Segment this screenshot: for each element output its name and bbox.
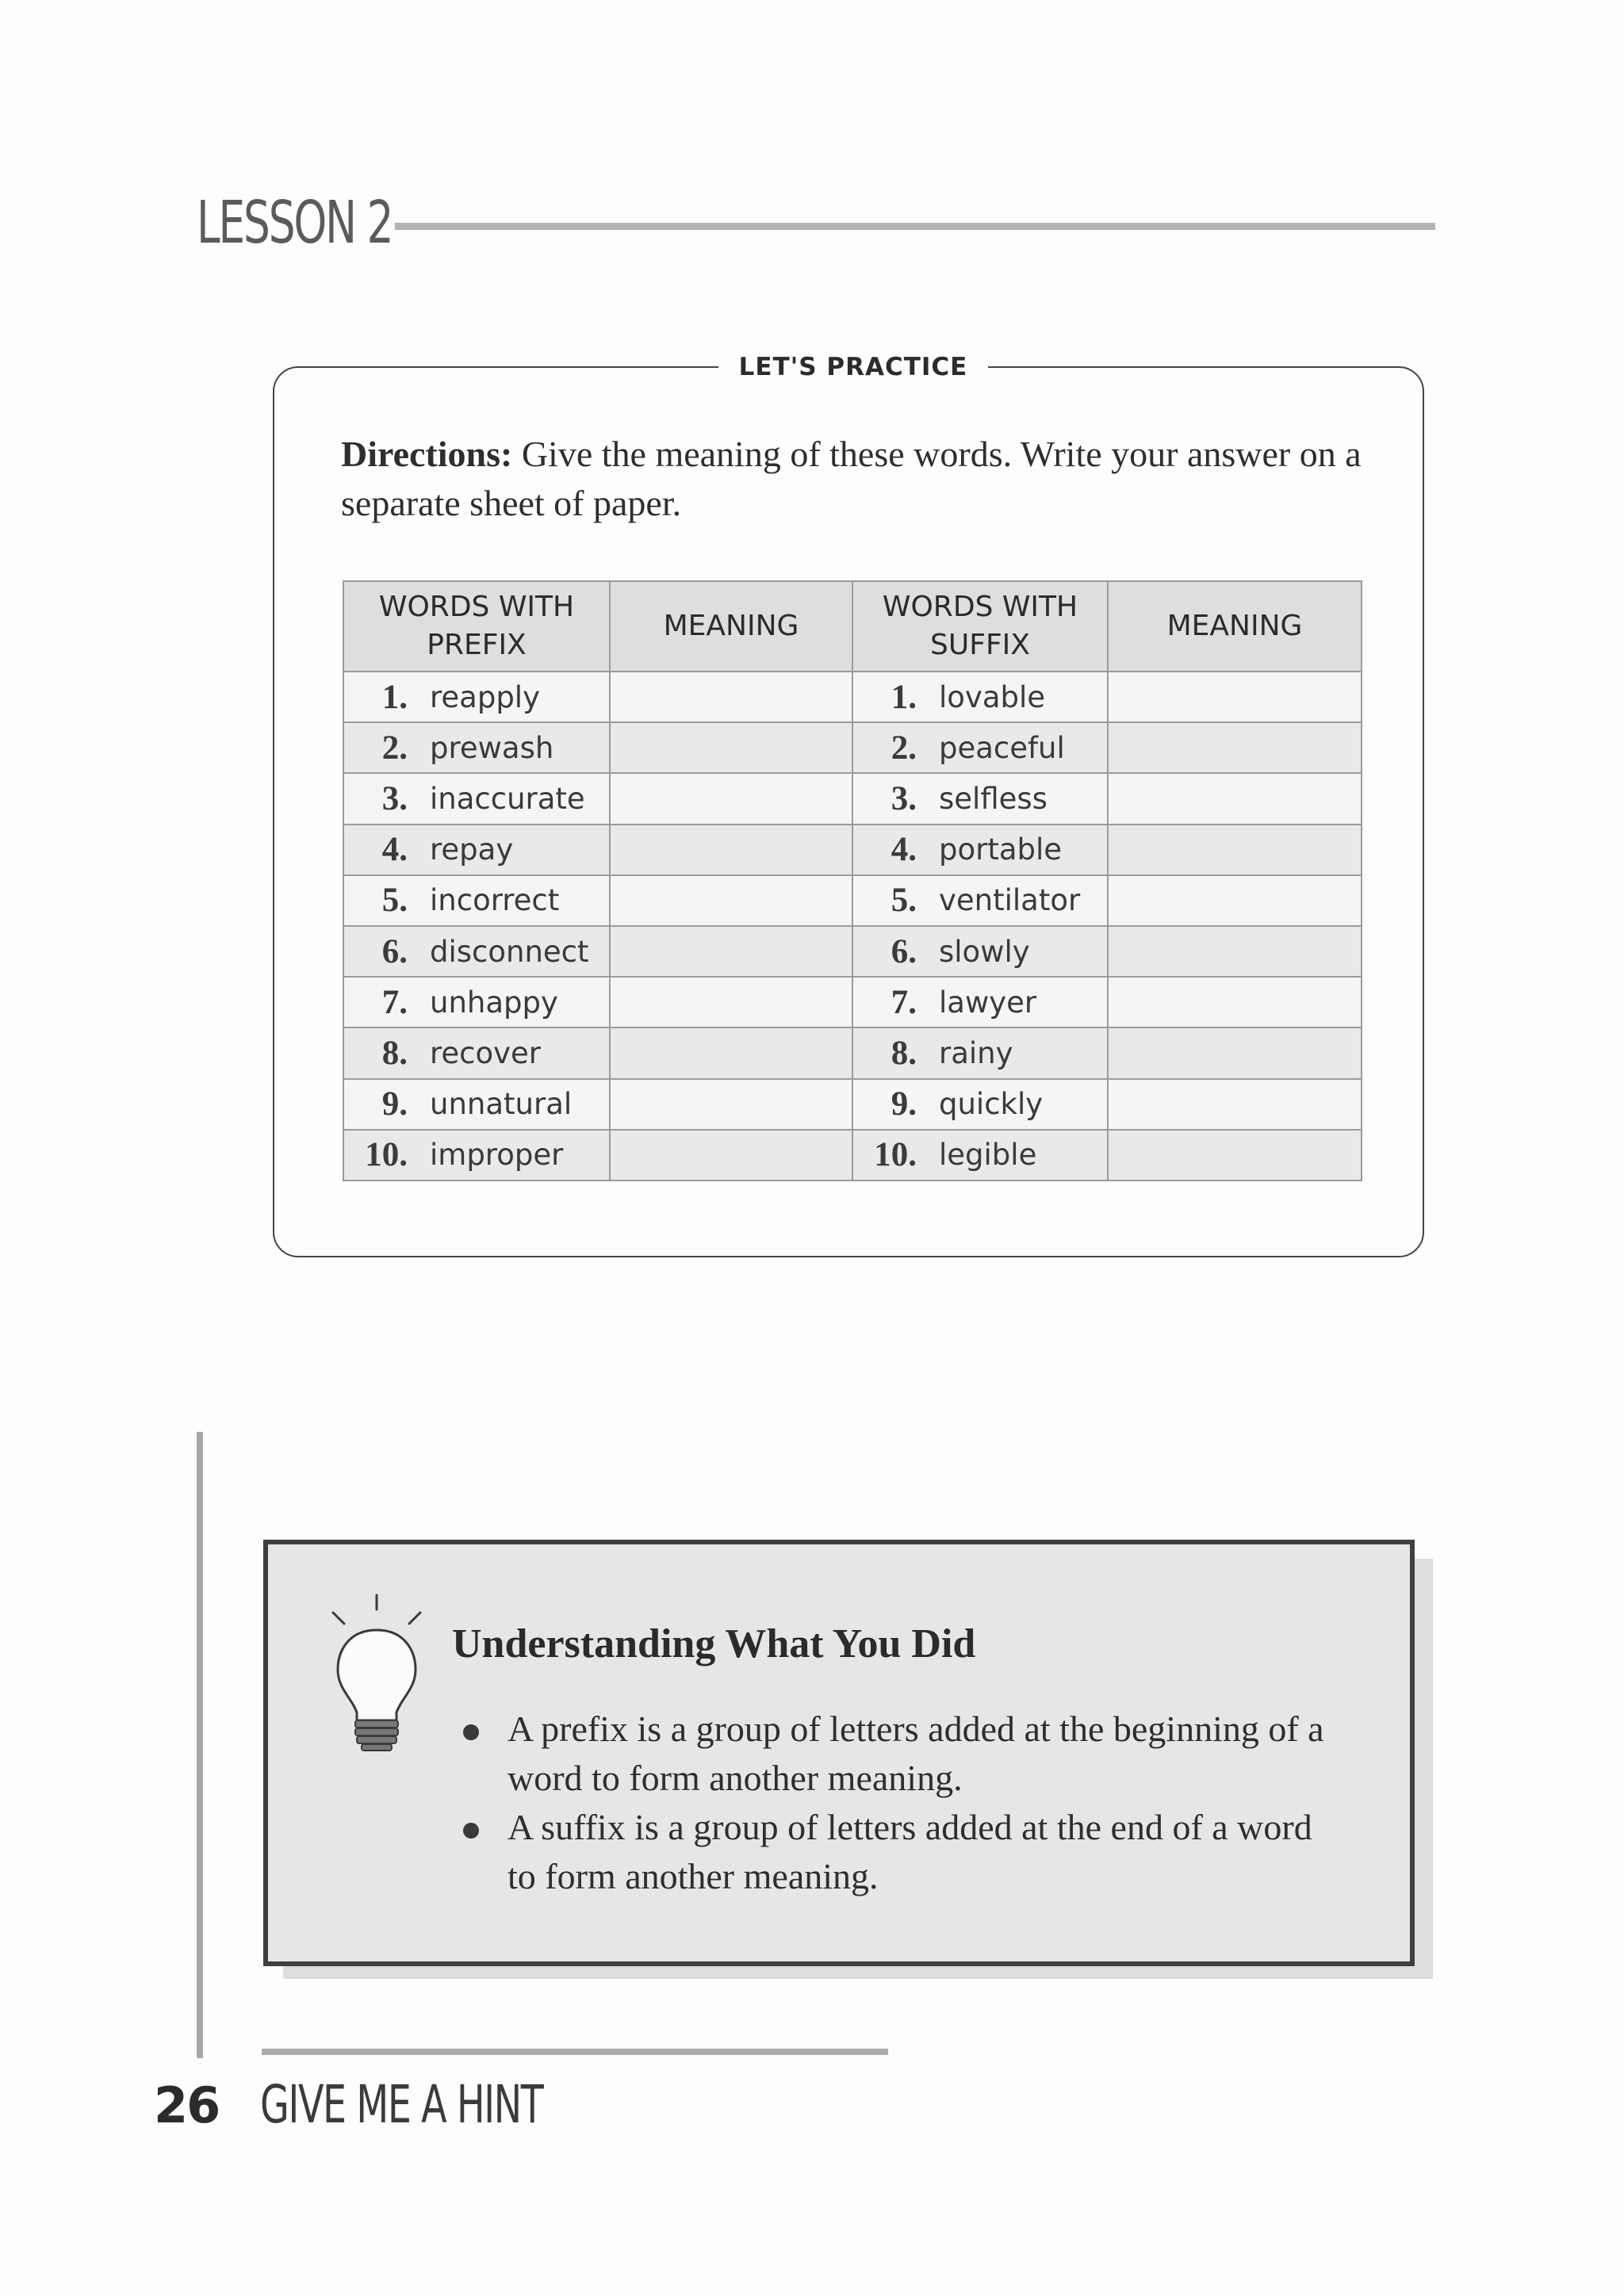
header-prefix-words: WORDS WITH PREFIX (343, 581, 610, 672)
suffix-word-cell (852, 1027, 1108, 1078)
hint-bullet (455, 1803, 1343, 1901)
lightbulb-icon (325, 1592, 428, 1758)
item-number: 10. (365, 1136, 408, 1174)
prefix-word-cell (343, 672, 610, 722)
table-row (343, 825, 1362, 875)
prefix-meaning-cell (610, 672, 852, 722)
hint-bullet-text: A suffix is a group of letters added at the end of a word to form another meaning. (508, 1807, 1312, 1896)
prefix-word: inaccurate (430, 781, 585, 816)
item-number: 5. (891, 882, 917, 920)
item-number: 7. (381, 983, 408, 1021)
prefix-word-cell (343, 875, 610, 926)
suffix-word-cell (852, 977, 1108, 1027)
prefix-word-cell (343, 1027, 610, 1078)
prefix-word-cell (343, 773, 610, 824)
suffix-word-cell (852, 672, 1108, 722)
item-number: 6. (381, 932, 408, 970)
item-number: 3. (891, 779, 917, 817)
suffix-word-cell (852, 1079, 1108, 1130)
suffix-meaning-cell (1108, 1027, 1362, 1078)
footer-rule (262, 2049, 888, 2055)
suffix-meaning-cell (1108, 977, 1362, 1027)
suffix-word: slowly (939, 934, 1030, 969)
table-row (343, 1130, 1362, 1181)
item-number: 9. (891, 1085, 917, 1123)
item-number: 2. (891, 729, 917, 767)
directions (341, 430, 1396, 528)
prefix-word: disconnect (430, 934, 589, 969)
hint-bullet-text: A prefix is a group of letters added at the beginning of a word to form another meaning. (508, 1709, 1324, 1798)
suffix-meaning-cell (1108, 672, 1362, 722)
suffix-word: rainy (939, 1035, 1013, 1070)
suffix-word: ventilator (939, 883, 1081, 918)
prefix-word: reapply (430, 679, 540, 714)
item-number: 3. (381, 779, 408, 817)
prefix-word-cell (343, 722, 610, 773)
prefix-word: improper (430, 1138, 564, 1173)
lesson-title: LESSON 2 (197, 189, 393, 257)
side-accent-bar (197, 1432, 203, 2058)
header-prefix-meaning: MEANING (610, 581, 852, 672)
table-row (343, 722, 1362, 773)
table-row (343, 1027, 1362, 1078)
item-number: 10. (874, 1136, 917, 1174)
prefix-meaning-cell (610, 825, 852, 875)
prefix-word: recover (430, 1035, 542, 1070)
prefix-word: repay (430, 832, 514, 867)
suffix-word-cell (852, 773, 1108, 824)
prefix-word-cell (343, 825, 610, 875)
item-number: 1. (381, 678, 408, 716)
prefix-meaning-cell (610, 926, 852, 977)
prefix-meaning-cell (610, 722, 852, 773)
header-suffix-words: WORDS WITH SUFFIX (852, 581, 1108, 672)
suffix-word-cell (852, 722, 1108, 773)
suffix-word: quickly (939, 1087, 1044, 1122)
item-number: 2. (381, 729, 408, 767)
lesson-title-rule (395, 223, 1435, 230)
prefix-meaning-cell (610, 773, 852, 824)
item-number: 6. (891, 932, 917, 970)
table-row (343, 926, 1362, 977)
prefix-word-cell (343, 977, 610, 1027)
item-number: 4. (891, 831, 917, 869)
item-number: 8. (381, 1034, 408, 1072)
suffix-word-cell (852, 1130, 1108, 1181)
prefix-meaning-cell (610, 977, 852, 1027)
hint-title: Understanding What You Did (452, 1621, 976, 1667)
suffix-word-cell (852, 875, 1108, 926)
prefix-word: unhappy (430, 985, 558, 1020)
item-number: 4. (381, 831, 408, 869)
prefix-meaning-cell (610, 875, 852, 926)
prefix-word: incorrect (430, 883, 560, 918)
directions-label: Directions: (341, 434, 513, 474)
item-number: 1. (891, 678, 917, 716)
item-number: 7. (891, 983, 917, 1021)
suffix-word-cell (852, 926, 1108, 977)
table-row (343, 1079, 1362, 1130)
bullet-icon (463, 1823, 479, 1839)
suffix-meaning-cell (1108, 875, 1362, 926)
suffix-meaning-cell (1108, 1079, 1362, 1130)
suffix-meaning-cell (1108, 722, 1362, 773)
suffix-meaning-cell (1108, 926, 1362, 977)
suffix-word: peaceful (939, 730, 1065, 765)
table-row (343, 875, 1362, 926)
practice-label: LET'S PRACTICE (718, 349, 988, 385)
prefix-word-cell (343, 1130, 610, 1181)
suffix-meaning-cell (1108, 773, 1362, 824)
prefix-word: unnatural (430, 1087, 573, 1122)
prefix-word: prewash (430, 730, 554, 765)
suffix-word-cell (852, 825, 1108, 875)
prefix-meaning-cell (610, 1027, 852, 1078)
table-body (343, 672, 1362, 1181)
item-number: 9. (381, 1085, 408, 1123)
item-number: 5. (381, 882, 408, 920)
prefix-word-cell (343, 1079, 610, 1130)
suffix-meaning-cell (1108, 1130, 1362, 1181)
prefix-word-cell (343, 926, 610, 977)
item-number: 8. (891, 1034, 917, 1072)
hint-bullet (455, 1705, 1343, 1803)
hint-list (455, 1705, 1343, 1901)
bullet-icon (463, 1724, 479, 1740)
prefix-meaning-cell (610, 1079, 852, 1130)
table-row (343, 672, 1362, 722)
table-row (343, 977, 1362, 1027)
page-number: 26 (154, 2076, 220, 2134)
suffix-word: selfless (939, 781, 1048, 816)
prefix-meaning-cell (610, 1130, 852, 1181)
suffix-word: lawyer (939, 985, 1037, 1020)
suffix-meaning-cell (1108, 825, 1362, 875)
suffix-word: lovable (939, 679, 1046, 714)
table-row (343, 773, 1362, 824)
table-header-row (343, 581, 1362, 672)
book-title: GIVE ME A HINT (260, 2074, 543, 2135)
directions-text: Give the meaning of these words. Write your answer on a separate sheet of paper. (341, 434, 1362, 523)
suffix-word: legible (939, 1138, 1037, 1173)
header-suffix-meaning: MEANING (1108, 581, 1362, 672)
words-table (343, 580, 1362, 1181)
suffix-word: portable (939, 832, 1063, 867)
